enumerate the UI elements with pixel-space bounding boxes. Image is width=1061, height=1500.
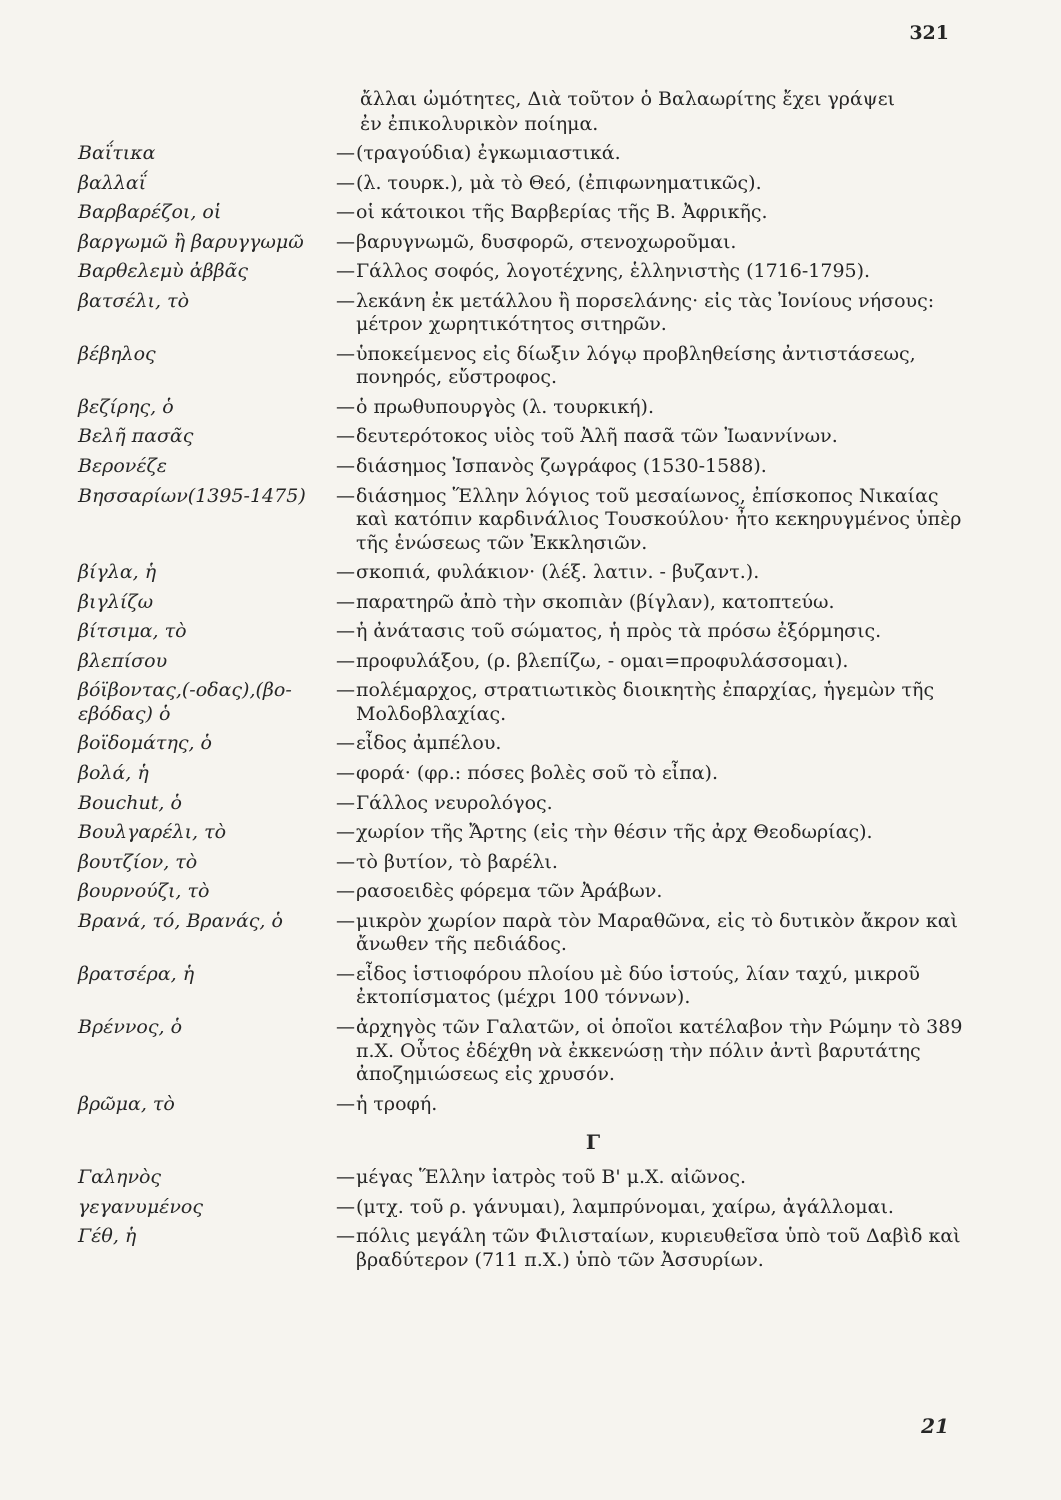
entry-definition: δευτερότοκος υἱὸς τοῦ Ἀλῆ πασᾶ τῶν Ἰωαννίνων. bbox=[356, 425, 838, 448]
entry-definition: (τραγούδια) ἐγκωμιαστικά. bbox=[356, 142, 621, 164]
entry: γεγανυμένος — (μτχ. τοῦ ρ. γάνυμαι), λαμπρύνομαι, χαίρω, ἀγάλλομαι. bbox=[78, 1196, 968, 1220]
entry-definition: τὸ βυτίον, τὸ βαρέλι. bbox=[356, 850, 558, 873]
continuation-line-1: ἄλλαι ὠμότητες, Διὰ τοῦτον ὁ Βαλαωρίτης ἔχει γράψει bbox=[360, 88, 895, 110]
entry-term: Βουλγαρέλι, τὸ bbox=[78, 821, 227, 844]
dictionary-entries bbox=[78, 142, 968, 1278]
entry-definition: ὑποκείμενος εἰς δίωξιν λόγῳ προβληθείσης ἀντιστάσεως, πονηρός, εὔστροφος. bbox=[356, 342, 916, 389]
entry-term: βόϊβοντας,(-οδας),(βο- εβόδας) ὁ bbox=[78, 679, 292, 725]
entry-term: Βαρθελεμὺ ἀββᾶς bbox=[78, 260, 249, 283]
entry-term: βολά, ἡ bbox=[78, 762, 149, 785]
entry-term: Βελῆ πασᾶς bbox=[78, 425, 194, 448]
entry-definition: Γάλλος σοφός, λογοτέχνης, ἑλληνιστὴς (1716-1795). bbox=[356, 260, 871, 283]
entry-term: βουρνούζι, τὸ bbox=[78, 880, 210, 903]
entry-term: Βρέννος, ὁ bbox=[78, 1015, 183, 1038]
entry-term: βίγλα, ἡ bbox=[78, 561, 157, 584]
entry: βολά, ἡ — φορά· (φρ.: πόσες βολὲς σοῦ τὸ εἶπα). bbox=[78, 762, 968, 786]
entry-term: βίτσιμα, τὸ bbox=[78, 620, 187, 643]
entry-definition: εἶδος ἱστιοφόρου πλοίου μὲ δύο ἱστούς, λίαν ταχύ, μικροῦ ἐκτοπίσματος (μέχρι 100 τόννων). bbox=[356, 962, 920, 1009]
entry: Βρέννος, ὁ — ἀρχηγὸς τῶν Γαλατῶν, οἱ ὁποῖοι κατέλαβον τὴν Ρώμην τὸ 389 π.Χ. Οὗτος ἐδέχθη νὰ ἐκκενώσῃ τὴν πόλιν ἀντὶ βαρυτάτης ἀποζημιώσεως εἰς χρυσόν. bbox=[78, 1016, 968, 1087]
entry: Βρανά, τό, Βρανάς, ὁ — μικρὸν χωρίον παρὰ τὸν Μαραθῶνα, εἰς τὸ δυτικὸν ἄκρον καὶ ἄνωθεν τῆς πεδιάδος. bbox=[78, 910, 968, 957]
entry-definition: βαρυγνωμῶ, δυσφορῶ, στενοχωροῦμαι. bbox=[356, 230, 737, 253]
entry-definition: προφυλάξου, (ρ. βλεπίζω, - ομαι=προφυλάσσομαι). bbox=[356, 649, 849, 672]
entry-term: βεζίρης, ὁ bbox=[78, 395, 174, 418]
entry: βεζίρης, ὁ — ὁ πρωθυπουργὸς (λ. τουρκική). bbox=[78, 396, 968, 420]
entry-term: βατσέλι, τὸ bbox=[78, 289, 190, 312]
entry-definition: χωρίον τῆς Ἄρτης (εἰς τὴν θέσιν τῆς ἀρχ Θεοδωρίας). bbox=[356, 821, 873, 844]
entry-definition: παρατηρῶ ἀπὸ τὴν σκοπιὰν (βίγλαν), κατοπτεύω. bbox=[356, 590, 835, 613]
entry: Βαΐτικα — (τραγούδια) ἐγκωμιαστικά. bbox=[78, 142, 968, 166]
entry: Βουλγαρέλι, τὸ — χωρίον τῆς Ἄρτης (εἰς τὴν θέσιν τῆς ἀρχ Θεοδωρίας). bbox=[78, 821, 968, 845]
entry-term: Βαΐτικα bbox=[78, 142, 156, 164]
entry: βέβηλος — ὑποκείμενος εἰς δίωξιν λόγῳ προβληθείσης ἀντιστάσεως, πονηρός, εὔστροφος. bbox=[78, 343, 968, 390]
entry-term: Bouchut, ὁ bbox=[78, 791, 182, 814]
entry-definition: ἡ ἀνάτασις τοῦ σώματος, ἡ πρὸς τὰ πρόσω ἐξόρμησις. bbox=[356, 620, 882, 643]
entry-definition: οἱ κάτοικοι τῆς Βαρβερίας τῆς Β. Ἀφρικῆς. bbox=[356, 201, 768, 224]
entry-definition: λεκάνη ἐκ μετάλλου ἢ πορσελάνης· εἰς τὰς Ἰονίους νήσους: μέτρον χωρητικότητος σιτηρῶν. bbox=[356, 289, 935, 336]
entry-term: βρῶμα, τὸ bbox=[78, 1092, 175, 1115]
continuation-line-2: ἐν ἐπικολυρικὸν ποίημα. bbox=[360, 113, 599, 135]
entry: Γέθ, ἡ — πόλις μεγάλη τῶν Φιλισταίων, κυριευθεῖσα ὑπὸ τοῦ Δαβὶδ καὶ βραδύτερον (711 π.Χ.) ὑπὸ τῶν Ἀσσυρίων. bbox=[78, 1225, 968, 1272]
page-number: 321 bbox=[909, 22, 949, 44]
entry-term: βαλλαΐ bbox=[78, 171, 147, 194]
entry: Βαρβαρέζοι, οἱ — οἱ κάτοικοι τῆς Βαρβερίας τῆς Β. Ἀφρικῆς. bbox=[78, 201, 968, 225]
entry-definition: ἡ τροφή. bbox=[356, 1092, 438, 1115]
entry-definition: (μτχ. τοῦ ρ. γάνυμαι), λαμπρύνομαι, χαίρω, ἀγάλλομαι. bbox=[356, 1195, 894, 1218]
entry-definition: σκοπιά, φυλάκιον· (λέξ. λατιν. - βυζαντ.). bbox=[356, 561, 760, 584]
entry-term: βουτζίον, τὸ bbox=[78, 850, 198, 873]
entry: βοϊδομάτης, ὁ — εἶδος ἀμπέλου. bbox=[78, 732, 968, 756]
entry-term: Βερονέζε bbox=[78, 455, 168, 478]
entry: Βερονέζε — διάσημος Ἱσπανὸς ζωγράφος (1530-1588). bbox=[78, 455, 968, 479]
entry-definition: μέγας Ἕλλην ἰατρὸς τοῦ Β' μ.Χ. αἰῶνος. bbox=[356, 1166, 747, 1189]
entry: βιγλίζω — παρατηρῶ ἀπὸ τὴν σκοπιὰν (βίγλαν), κατοπτεύω. bbox=[78, 591, 968, 615]
entry-definition: ἀρχηγὸς τῶν Γαλατῶν, οἱ ὁποῖοι κατέλαβον τὴν Ρώμην τὸ 389 π.Χ. Οὗτος ἐδέχθη νὰ ἐκκενώσῃ τὴν πόλιν ἀντὶ βαρυτάτης ἀποζημιώσεως εἰς χρυσόν. bbox=[356, 1015, 963, 1086]
entry-definition: ὁ πρωθυπουργὸς (λ. τουρκική). bbox=[356, 395, 654, 418]
entry-term: Βησσαρίων(1395-1475) bbox=[78, 484, 306, 507]
entry-term: Βρανά, τό, Βρανάς, ὁ bbox=[78, 909, 283, 932]
entry-term: Γέθ, ἡ bbox=[78, 1225, 137, 1248]
entry: βίτσιμα, τὸ — ἡ ἀνάτασις τοῦ σώματος, ἡ πρὸς τὰ πρόσω ἐξόρμησις. bbox=[78, 620, 968, 644]
entry-term: βαργωμῶ ἢ βαρυγγωμῶ bbox=[78, 230, 304, 253]
entry-definition: Γάλλος νευρολόγος. bbox=[356, 791, 553, 814]
entry-definition: μικρὸν χωρίον παρὰ τὸν Μαραθῶνα, εἰς τὸ δυτικὸν ἄκρον καὶ ἄνωθεν τῆς πεδιάδος. bbox=[356, 909, 958, 956]
entry-definition: πόλις μεγάλη τῶν Φιλισταίων, κυριευθεῖσα ὑπὸ τοῦ Δαβὶδ καὶ βραδύτερον (711 π.Χ.) ὑπὸ τῶν Ἀσσυρίων. bbox=[356, 1225, 961, 1271]
section-heading: Γ bbox=[585, 1130, 601, 1155]
entry: βαλλαΐ — (λ. τουρκ.), μὰ τὸ Θεό, (ἐπιφωνηματικῶς). bbox=[78, 172, 968, 196]
entry: βουτζίον, τὸ — τὸ βυτίον, τὸ βαρέλι. bbox=[78, 851, 968, 875]
entry: βλεπίσου — προφυλάξου, (ρ. βλεπίζω, - ομαι=προφυλάσσομαι). bbox=[78, 650, 968, 674]
entry-definition: φορά· (φρ.: πόσες βολὲς σοῦ τὸ εἶπα). bbox=[356, 762, 719, 785]
footer-signature: 21 bbox=[921, 1414, 949, 1438]
entry: Bouchut, ὁ — Γάλλος νευρολόγος. bbox=[78, 792, 968, 816]
entry-definition: (λ. τουρκ.), μὰ τὸ Θεό, (ἐπιφωνηματικῶς). bbox=[356, 171, 762, 194]
entry-term: γεγανυμένος bbox=[78, 1195, 204, 1218]
entry: Βαρθελεμὺ ἀββᾶς — Γάλλος σοφός, λογοτέχνης, ἑλληνιστὴς (1716-1795). bbox=[78, 260, 968, 284]
entry: Γαληνὸς — μέγας Ἕλλην ἰατρὸς τοῦ Β' μ.Χ. αἰῶνος. bbox=[78, 1166, 968, 1190]
entry-term: βρατσέρα, ἡ bbox=[78, 962, 195, 985]
entry-definition: ρασοειδὲς φόρεμα τῶν Ἀράβων. bbox=[356, 880, 663, 903]
entry: Βησσαρίων(1395-1475) — διάσημος Ἕλλην λόγιος τοῦ μεσαίωνος, ἐπίσκοπος Νικαίας καὶ κατόπιν καρδινάλιος Τουσκούλου· ἦτο κεκηρυγμένος ὑπὲρ τῆς ἑνώσεως τῶν Ἐκκλησιῶν. bbox=[78, 485, 968, 556]
entry-definition: διάσημος Ἕλλην λόγιος τοῦ μεσαίωνος, ἐπίσκοπος Νικαίας καὶ κατόπιν καρδινάλιος Τουσκούλου· ἦτο κεκηρυγμένος ὑπὲρ τῆς ἑνώσεως τῶν Ἐκκλησιῶν. bbox=[356, 484, 962, 554]
entry: βουρνούζι, τὸ — ρασοειδὲς φόρεμα τῶν Ἀράβων. bbox=[78, 880, 968, 904]
entry-definition: διάσημος Ἱσπανὸς ζωγράφος (1530-1588). bbox=[356, 455, 767, 478]
entry: βόϊβοντας,(-οδας),(βο- εβόδας) ὁ — πολέμαρχος, στρατιωτικὸς διοικητὴς ἐπαρχίας, ἡγεμὼν τῆς Μολδοβλαχίας. bbox=[78, 679, 968, 726]
entry: βίγλα, ἡ — σκοπιά, φυλάκιον· (λέξ. λατιν. - βυζαντ.). bbox=[78, 561, 968, 585]
entry-term: βλεπίσου bbox=[78, 649, 168, 672]
entry-term: βοϊδομάτης, ὁ bbox=[78, 732, 212, 755]
entry-term: Βαρβαρέζοι, οἱ bbox=[78, 201, 222, 224]
entry-term: Γαληνὸς bbox=[78, 1166, 162, 1189]
entry: βαργωμῶ ἢ βαρυγγωμῶ — βαρυγνωμῶ, δυσφορῶ, στενοχωροῦμαι. bbox=[78, 231, 968, 255]
entry-term: βέβηλος bbox=[78, 342, 156, 365]
entry: βρῶμα, τὸ — ἡ τροφή. bbox=[78, 1093, 968, 1117]
entry: Βελῆ πασᾶς — δευτερότοκος υἱὸς τοῦ Ἀλῆ πασᾶ τῶν Ἰωαννίνων. bbox=[78, 425, 968, 449]
entry: βατσέλι, τὸ — λεκάνη ἐκ μετάλλου ἢ πορσελάνης· εἰς τὰς Ἰονίους νήσους: μέτρον χωρητικότητος σιτηρῶν. bbox=[78, 290, 968, 337]
entry: βρατσέρα, ἡ — εἶδος ἱστιοφόρου πλοίου μὲ δύο ἱστούς, λίαν ταχύ, μικροῦ ἐκτοπίσματος (μέχρι 100 τόννων). bbox=[78, 963, 968, 1010]
entry-definition: εἶδος ἀμπέλου. bbox=[356, 732, 502, 755]
entry-definition: πολέμαρχος, στρατιωτικὸς διοικητὴς ἐπαρχίας, ἡγεμὼν τῆς Μολδοβλαχίας. bbox=[356, 679, 935, 725]
entry-term: βιγλίζω bbox=[78, 590, 154, 613]
